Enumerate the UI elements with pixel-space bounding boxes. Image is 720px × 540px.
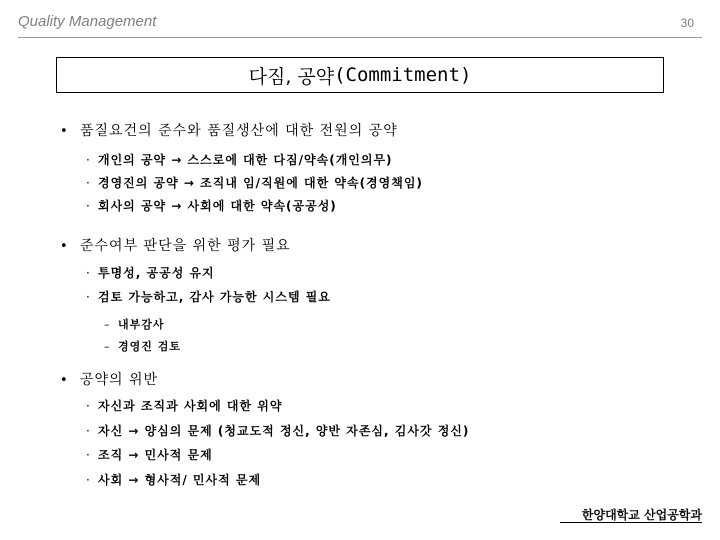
list-item [86, 151, 393, 168]
item-marker: · [86, 266, 91, 280]
sub-list-item [104, 316, 165, 332]
list-item-text: 자신과 조직과 사회에 대한 위약 [98, 399, 283, 413]
item-marker: · [86, 176, 91, 190]
section-heading-text: 품질요건의 준수와 품질생산에 대한 전원의 공약 [80, 123, 398, 139]
section-heading [60, 120, 398, 140]
list-item [86, 174, 423, 191]
list-item-text: 개인의 공약 → 스스로에 대한 다짐/약속(개인의무) [98, 153, 393, 167]
sub-list-item [104, 338, 181, 354]
item-marker: · [86, 399, 91, 413]
section-heading [60, 235, 291, 255]
header-divider [18, 37, 702, 38]
item-marker: · [86, 199, 91, 213]
list-item-text: 검토 가능하고, 감사 가능한 시스템 필요 [98, 290, 331, 304]
list-item [86, 422, 469, 439]
list-item [86, 288, 331, 305]
header-title: Quality Management [18, 13, 157, 30]
bullet-dot: • [60, 239, 69, 254]
list-item-text: 투명성, 공공성 유지 [98, 266, 215, 280]
bullet-dot: • [60, 373, 69, 388]
list-item [86, 197, 337, 214]
item-marker: · [86, 473, 91, 487]
sub-list-item-text: 경영진 검토 [118, 340, 181, 353]
item-marker: – [104, 340, 111, 353]
item-marker: · [86, 424, 91, 438]
list-item-text: 자신 → 양심의 문제 (청교도적 정신, 양반 자존심, 김사갓 정신) [98, 424, 470, 438]
list-item-text: 사회 → 형사적/ 민사적 문제 [98, 473, 262, 487]
item-marker: – [104, 318, 111, 331]
page-number: 30 [680, 16, 694, 30]
footer-department: 한양대학교 산업공학과 [581, 508, 702, 522]
list-item-text: 회사의 공약 → 사회에 대한 약속(공공성) [98, 199, 337, 213]
list-item [86, 446, 213, 463]
list-item [86, 397, 282, 414]
section-heading [60, 369, 158, 389]
item-marker: · [86, 153, 91, 167]
slide-title-english: (Commitment) [334, 64, 472, 86]
slide-title-box [56, 57, 664, 93]
list-item [86, 264, 215, 281]
slide-title-korean: 다짐, 공약 [248, 65, 335, 88]
list-item-text: 경영진의 공약 → 조직내 임/직원에 대한 약속(경영책임) [98, 176, 423, 190]
footer-underline [560, 522, 702, 523]
item-marker: · [86, 290, 91, 304]
sub-list-item-text: 내부감사 [118, 318, 165, 331]
list-item [86, 471, 261, 488]
section-heading-text: 공약의 위반 [80, 372, 159, 388]
section-heading-text: 준수여부 판단을 위한 평가 필요 [80, 238, 291, 254]
item-marker: · [86, 448, 91, 462]
bullet-dot: • [60, 124, 69, 139]
list-item-text: 조직 → 민사적 문제 [98, 448, 213, 462]
